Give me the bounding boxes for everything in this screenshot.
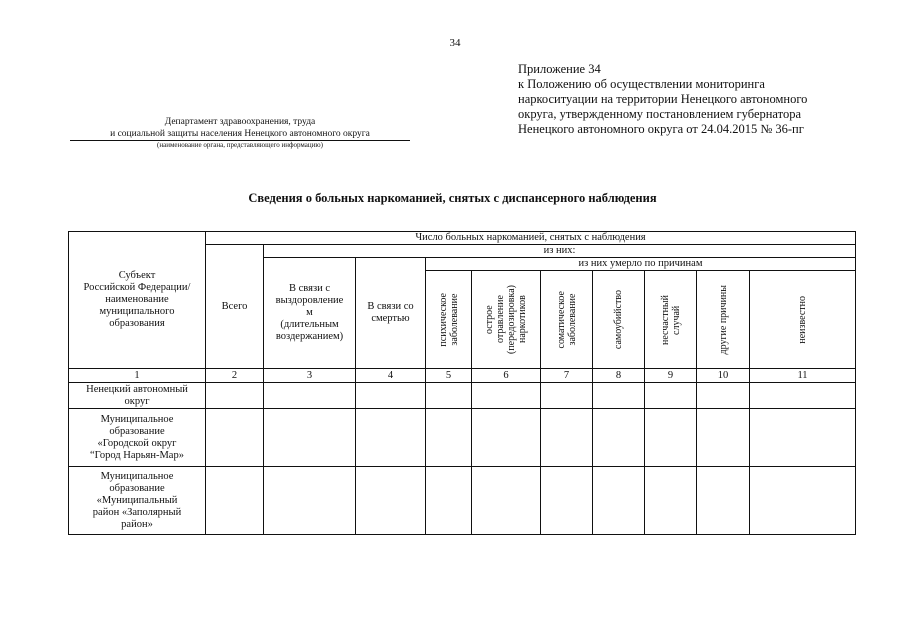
page-number: 34	[449, 37, 461, 49]
col-number: 5	[426, 369, 472, 383]
header-died-causes: из них умерло по причинам	[426, 258, 856, 271]
row-label: Муниципальное образование «Муниципальный район «Заполярный район»	[69, 467, 206, 535]
table-cell[interactable]	[593, 409, 645, 467]
col-number: 1	[69, 369, 206, 383]
table-cell[interactable]	[645, 409, 697, 467]
header-all: Всего	[206, 245, 264, 369]
header-cause-overdose: острое отравление (передозировка) наркотиков	[472, 271, 541, 369]
header-total: Число больных наркоманией, снятых с наблюдения	[206, 232, 856, 245]
table-cell[interactable]	[645, 383, 697, 409]
table-cell[interactable]	[593, 467, 645, 535]
table-cell[interactable]	[426, 467, 472, 535]
header-recovery: В связи с выздоровление м (длительным воздержанием)	[264, 258, 356, 369]
table-cell[interactable]	[541, 467, 593, 535]
table-cell[interactable]	[356, 383, 426, 409]
header-cause-accident: несчастный случай	[645, 271, 697, 369]
col-number: 9	[645, 369, 697, 383]
col-number: 11	[750, 369, 856, 383]
table-row	[69, 383, 856, 409]
header-of-them: из них:	[264, 245, 856, 258]
table-cell[interactable]	[426, 409, 472, 467]
header-cause-somatic: соматическое заболевание	[541, 271, 593, 369]
department-line1: Департамент здравоохранения, труда	[164, 117, 316, 127]
table-cell[interactable]	[264, 467, 356, 535]
table-cell[interactable]	[206, 383, 264, 409]
table-cell[interactable]	[206, 409, 264, 467]
table-cell[interactable]	[645, 467, 697, 535]
data-table	[68, 231, 856, 535]
table-cell[interactable]	[356, 467, 426, 535]
row-label: Муниципальное образование «Городской округ “Город Нарьян-Мар»	[69, 409, 206, 467]
table-row	[69, 467, 856, 535]
table-cell[interactable]	[472, 467, 541, 535]
header-subject: Субъект Российской Федерации/ наименование муниципального образования	[69, 232, 206, 369]
appendix-text: к Положению об осуществлении мониторинга наркоситуации на территории Ненецкого автономного округа, утвержденному постановлением губернатора Ненецкого автономного округа от 24.04.2015 № 36-пг	[518, 77, 808, 136]
header-death: В связи со смертью	[356, 258, 426, 369]
table-cell[interactable]	[541, 383, 593, 409]
header-cause-suicide: самоубийство	[593, 271, 645, 369]
col-number: 2	[206, 369, 264, 383]
col-number: 8	[593, 369, 645, 383]
row-label: Ненецкий автономный округ	[69, 383, 206, 409]
col-number: 7	[541, 369, 593, 383]
col-number: 6	[472, 369, 541, 383]
table-cell[interactable]	[264, 409, 356, 467]
table-cell[interactable]	[750, 383, 856, 409]
table-cell[interactable]	[541, 409, 593, 467]
table-row	[69, 409, 856, 467]
col-number: 4	[356, 369, 426, 383]
table-cell[interactable]	[750, 467, 856, 535]
table-cell[interactable]	[750, 409, 856, 467]
header-cause-unknown: неизвестно	[750, 271, 856, 369]
document-title: Сведения о больных наркоманией, снятых с диспансерного наблюдения	[248, 191, 657, 205]
appendix-title: Приложение 34	[518, 62, 601, 76]
header-cause-other: другие причины	[697, 271, 750, 369]
table-cell[interactable]	[697, 383, 750, 409]
department-line2: и социальной защиты населения Ненецкого автономного округа	[70, 128, 410, 141]
table-cell[interactable]	[593, 383, 645, 409]
table-cell[interactable]	[264, 383, 356, 409]
department-caption: (наименование органа, представляющего информацию)	[157, 141, 323, 149]
table-cell[interactable]	[356, 409, 426, 467]
table-cell[interactable]	[472, 409, 541, 467]
table-cell[interactable]	[472, 383, 541, 409]
column-numbers-row	[69, 369, 856, 383]
col-number: 3	[264, 369, 356, 383]
appendix-block	[518, 62, 878, 137]
department-block	[70, 116, 410, 150]
table-cell[interactable]	[426, 383, 472, 409]
table-cell[interactable]	[697, 467, 750, 535]
table-cell[interactable]	[697, 409, 750, 467]
header-cause-mental: психическое заболевание	[426, 271, 472, 369]
col-number: 10	[697, 369, 750, 383]
table-cell[interactable]	[206, 467, 264, 535]
